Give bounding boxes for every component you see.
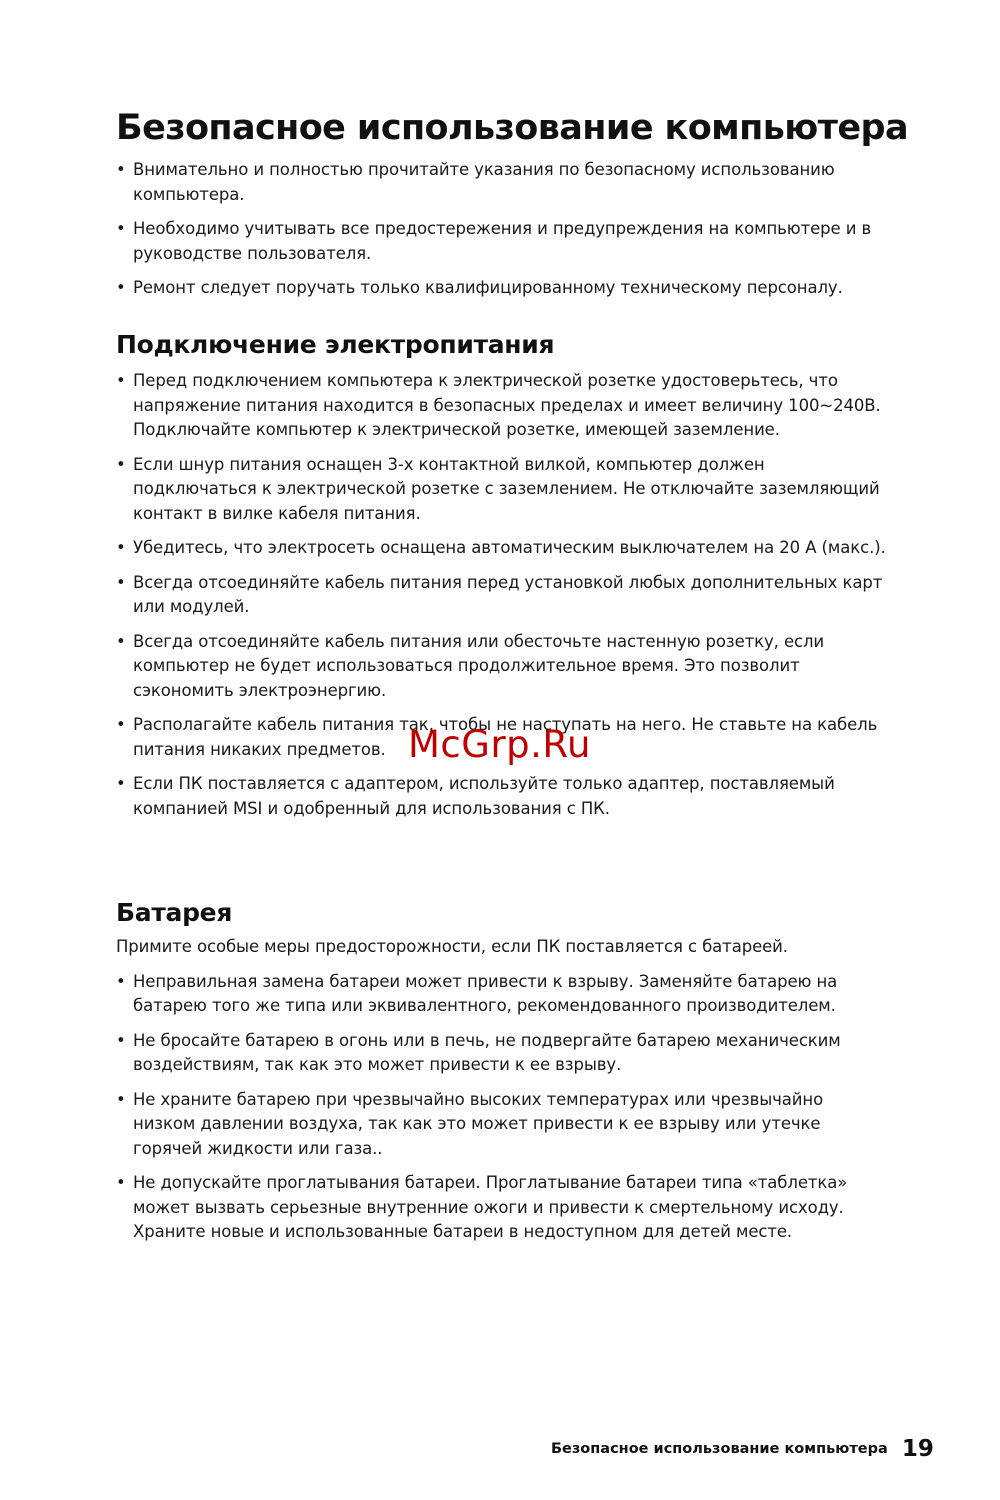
general-safety-list xyxy=(116,158,886,301)
bullet-icon: • xyxy=(116,219,126,238)
battery-list xyxy=(116,970,886,1245)
page-title: Безопасное использование компьютера xyxy=(116,108,908,148)
bullet-icon: • xyxy=(116,278,126,297)
list-item: • Неправильная замена батареи может привести к взрыву. Заменяйте батарею на батарею того же типа или эквивалентного, рекомендованного производителем. xyxy=(116,971,838,1015)
bullet-icon: • xyxy=(116,454,126,474)
bullet-icon: • xyxy=(116,538,126,557)
page-footer xyxy=(551,1436,934,1462)
battery-heading: Батарея xyxy=(116,898,233,927)
list-item: • Внимательно и полностью прочитайте указания по безопасному использованию компьютера. xyxy=(116,160,835,204)
list-item: • Располагайте кабель питания так, чтобы не наступать на него. Не ставьте на кабель питания никаких предметов. xyxy=(116,715,878,759)
list-item: • Не допускайте проглатывания батареи. Проглатывание батареи типа «таблетка» может вызвать серьезные внутренние ожоги и привести к смертельному исходу. Храните новые и использованные батареи в недоступном для детей месте. xyxy=(116,1173,848,1241)
watermark: McGrp.Ru xyxy=(408,723,591,766)
bullet-icon: • xyxy=(116,371,126,390)
bullet-icon: • xyxy=(116,715,126,734)
battery-intro: Примите особые меры предосторожности, если ПК поставляется с батареей. xyxy=(116,937,788,956)
footer-title: Безопасное использование компьютера xyxy=(551,1441,888,1457)
bullet-icon: • xyxy=(116,160,126,179)
list-item: • Всегда отсоединяйте кабель питания перед установкой любых дополнительных карт или модулей. xyxy=(116,572,883,616)
bullet-icon: • xyxy=(116,631,126,651)
list-item: • Ремонт следует поручать только квалифицированному техническому персоналу. xyxy=(116,276,886,301)
power-heading: Подключение электропитания xyxy=(116,330,555,359)
bullet-icon: • xyxy=(116,971,126,991)
list-item: • Не храните батарею при чрезвычайно высоких температурах или чрезвычайно низком давлении воздуха, так как это может привести к ее взрыву или утечке горячей жидкости или газа.. xyxy=(116,1089,824,1158)
list-item: • Если ПК поставляется с адаптером, используйте только адаптер, поставляемый компанией MSI и одобренный для использования с ПК. xyxy=(116,774,835,818)
list-item: • Не бросайте батарею в огонь или в печь, не подвергайте батарею механическим воздействиям, так как это может привести к ее взрыву. xyxy=(116,1030,841,1074)
list-item: • Перед подключением компьютера к электрической розетке удостоверьтесь, что напряжение питания находится в безопасных пределах и имеет величину 100~240В. Подключайте компьютер к электрической розетке, имеющей заземление. xyxy=(116,371,881,439)
bullet-icon: • xyxy=(116,572,126,592)
bullet-icon: • xyxy=(116,774,126,793)
general-safety-section xyxy=(116,158,886,311)
list-item: • Если шнур питания оснащен 3-х контактной вилкой, компьютер должен подключаться к электрической розетке с заземлением. Не отключайте заземляющий контакт в вилке кабеля питания. xyxy=(116,454,880,523)
list-item: • Всегда отсоединяйте кабель питания или обесточьте настенную розетку, если компьютер не будет использоваться продолжительное время. Это позволит сэкономить электроэнергию. xyxy=(116,631,825,700)
list-item: • Необходимо учитывать все предостережения и предупреждения на компьютере и в руководстве пользователя. xyxy=(116,219,872,263)
page-number: 19 xyxy=(901,1436,934,1462)
list-item: • Убедитесь, что электросеть оснащена автоматическим выключателем на 20 А (макс.). xyxy=(116,536,886,561)
bullet-icon: • xyxy=(116,1089,126,1109)
battery-section xyxy=(116,898,886,1255)
bullet-icon: • xyxy=(116,1030,126,1050)
bullet-icon: • xyxy=(116,1173,126,1192)
